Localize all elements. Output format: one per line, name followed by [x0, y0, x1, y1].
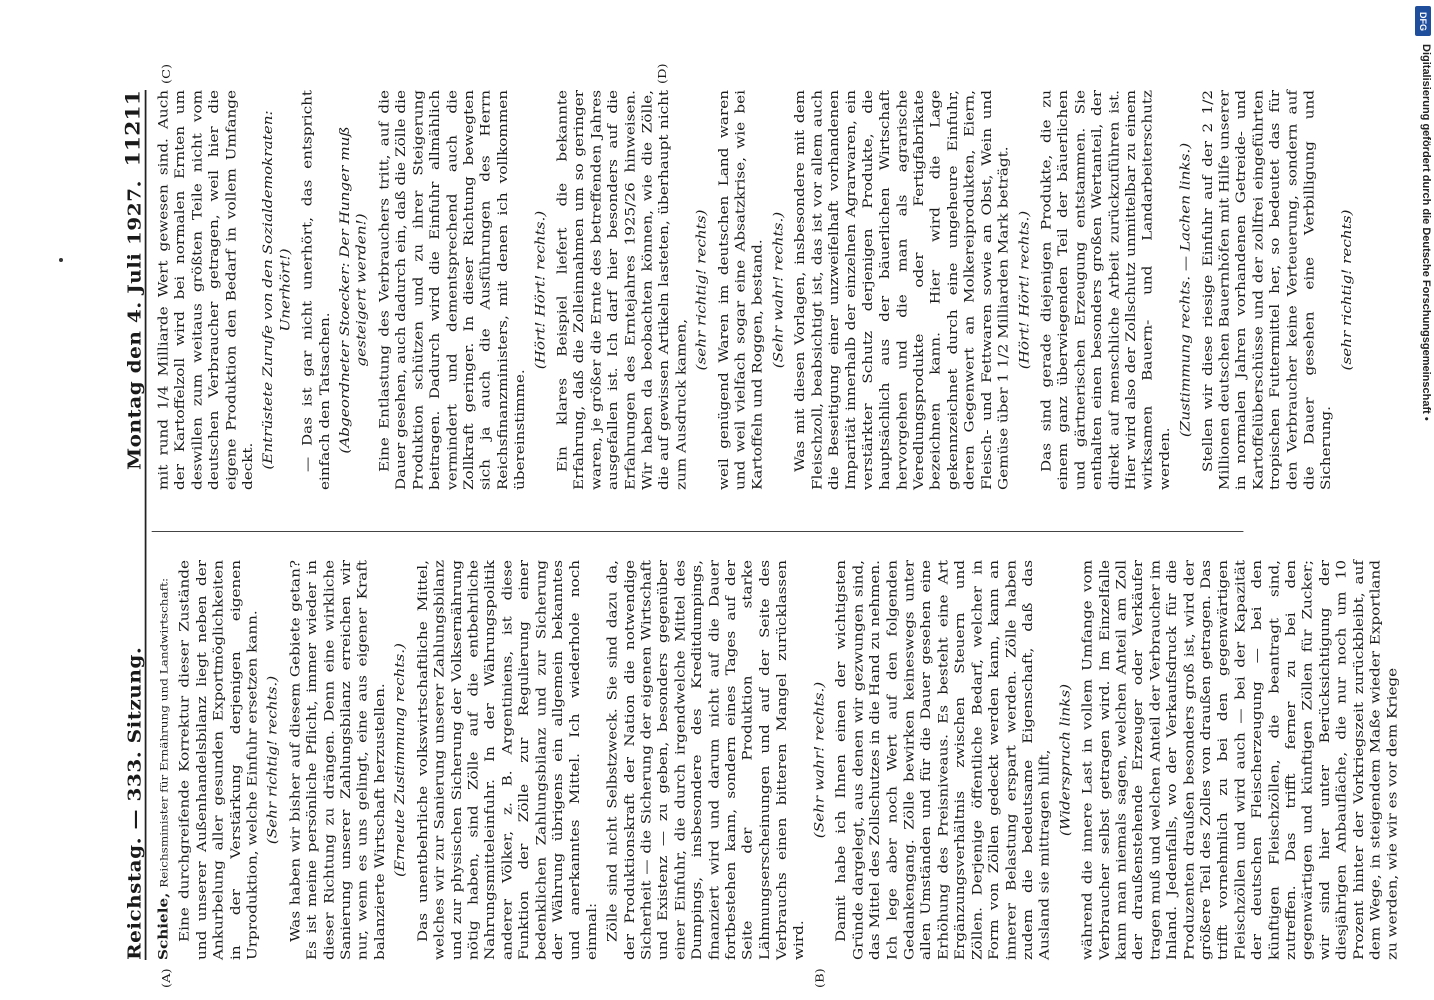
- right-column: [155, 90, 1360, 490]
- paragraph: Damit habe ich Ihnen einen der wichtigsten Gründe dargelegt, aus denen wir gezwungen sind, das Mittel des Zollschutzes in die Hand zu nehmen. Ich lege aber noch Wert auf den folgenden Gedankengang. Zölle bewirken keineswegs unter allen Umständen und für die Dauer gesehen eine Erhöhung des Preisniveaus. Es besteht eine Art Ergänzungsverhältnis zwischen Steuern und Zöllen. Derjenige öffentliche Bedarf, welcher in Form von Zöllen gedeckt werden kann, kann an innerer Belastung erspart werden. Zölle haben zudem die bedeutsame Eigenschaft, daß das Ausland sie mittragen hilft,: [833, 560, 1053, 960]
- header-date: Montag den 4. Juli 1927.: [123, 180, 145, 471]
- paragraph: Das sind gerade diejenigen Produkte, die zu einem ganz überwiegenden Teil der bäuerlichen und gärtnerischen Erzeugung entstammen. Sie enthalten einen besonders großen Wertanteil, der direkt auf menschliche Arbeit zurückzuführen ist. Hier wird also der Zollschutz unmittelbar zu einem wirksamen Bauern- und Landarbeiterschutz werden.: [1038, 90, 1173, 490]
- interjection: (Sehr richtig! rechts.): [264, 675, 281, 845]
- scan-content: [115, 63, 1401, 988]
- page-number: 11211: [121, 90, 145, 167]
- interjection: (Entrüstete Zurufe von den Sozialdemokraten: Unerhört!): [260, 110, 294, 470]
- interjection: (Abgeordneter Stoecker: Der Hunger muß gesteigert werden!): [336, 126, 370, 454]
- paragraph: Zölle sind nicht Selbstzweck. Sie sind dazu da, der Produktionskraft der Nation die notwendige Sicherheit — die Sicherung der eigenen Wirtschaft und Existenz — zu geben, besonders gegenüber einer Einfuhr, die durch irgendwelche Mittel des Dumpings, insbesondere des Kreditdumpings, finanziert wird und darum nicht auf die Dauer fortbestehen kann, sondern eines Tages auf der Seite der Produktion starke Lähmungserscheinungen und auf der Seite des Verbrauchs einen bitteren Mangel zurücklassen wird.: [604, 560, 807, 960]
- dfg-logo: DFG: [1415, 6, 1431, 36]
- scan-speck: [59, 258, 63, 262]
- header-left: Reichstag. — 333. Sitzung.: [123, 646, 145, 960]
- marker-a: (A): [160, 968, 174, 988]
- paragraph: Was haben wir bisher auf diesem Gebiete getan? Es ist meine persönliche Pflicht, immer wieder in dieser Richtung zu drängen. Denn eine wirkliche Sanierung unserer Zahlungsbilanz erreichen wir nur, wenn es uns gelingt, eine aus eigener Kraft balanzierte Wirtschaft herzustellen.: [286, 560, 388, 960]
- interjection: (Erneute Zustimmung rechts.): [392, 643, 408, 877]
- paragraph: während die innere Last in vollem Umfange vom Verbraucher selbst getragen wird. Im Einzelfalle kann man niemals sagen, welchen Anteil am Zoll der draußenstehende Erzeuger oder Verkäufer tragen muß und welchen Anteil der Verbraucher im Inland. Jedenfalls, wo der Verkaufsdruck für die Produzenten draußen besonders groß ist, wird der größere Teil des Zolles von draußen getragen. Das trifft vornehmlich zu bei den gegenwärtigen Fleischzöllen und wird auch — bei der Kapazität der deutschen Fleischerzeugung — bei den künftigen Fleischzöllen, die beantragt sind, zutreffen. Das trifft ferner zu bei den gegenwärtigen und künftigen Zöllen für Zucker; wir sind hier unter Berücksichtigung der diesjährigen Anbaufläche, die nur noch um 10 Prozent hinter der Vorkriegszeit zurückbleibt, auf dem Wege, in steigendem Maße wieder Exportland zu werden, wie wir es vor dem Kriege: [1079, 560, 1401, 960]
- paragraph: — Das ist gar nicht unerhört, das entspricht einfach den Tatsachen.: [299, 90, 333, 490]
- interjection: (Widerspruch links): [1057, 683, 1073, 837]
- page-header: [115, 90, 146, 960]
- paragraph: Was mit diesen Vorlagen, insbesondere mit dem Fleischzoll, beabsichtigt ist, das ist vor allem auch die Beseitigung einer unzweifelhaft vorhandenen Imparität innerhalb der einzelnen Agrarwaren, ein verstärkter Schutz derjenigen Produkte, die hauptsächlich aus der bäuerlichen Wirtschaft hervorgehen und die man als agrarische Veredlungsprodukte oder Fertigfabrikate bezeichnen kann. Hier wird die Lage gekennzeichnet durch eine ungeheure Einfuhr, deren Gegenwert an Molkereiprodukten, Eiern, Fleisch- und Fettwaren sowie an Obst, Wein und Gemüse über 1 1/2 Milliarden Mark beträgt.: [792, 90, 1012, 490]
- column-divider: [152, 531, 1244, 532]
- paragraph: Stellen wir diese riesige Einfuhr auf der 2 1/2 Millionen deutschen Bauernhöfen mit Hilfe unserer in normalen Jahren vorhandenen Getreide- und Kartoffelüberschüsse und der zollfrei eingeführten tropischen Futtermittel her, so bedeutet das für den Verbraucher keine Verteuerung, sondern auf die Dauer gesehen eine Verbilligung und Sicherung.: [1199, 90, 1334, 490]
- digitization-credit: [1412, 0, 1434, 1000]
- speaker-name: Schiele,: [155, 892, 171, 960]
- marker-b: (B): [813, 968, 827, 988]
- interjection: (sehr richtig! rechts): [1338, 209, 1355, 371]
- interjection: (Hört! Hört! rechts.): [1015, 210, 1032, 370]
- marker-c: (C): [160, 63, 174, 84]
- left-column: [155, 560, 1405, 960]
- paragraph: Das unentbehrliche volkswirtschaftliche Mittel, welches wir zur Sanierung unserer Zahlungsbilanz und zur physischen Sicherung der Volksernährung nötig haben, sind Zölle auf die entbehrliche Nahrungsmitteleinfuhr. In der Währungspolitik anderer Völker, z. B. Argentiniens, ist diese Funktion der Zölle zur Regulierung einer bedenklichen Zahlungsbilanz und zur Sicherung der Währung übrigens ein allgemein bekanntes und anerkanntes Mittel. Ich wiederhole noch einmal:: [414, 560, 600, 960]
- paragraph: weil genügend Waren im deutschen Land waren und weil vielfach sogar eine Absatzkrise, wie bei Kartoffeln und Roggen, bestand.: [715, 90, 766, 490]
- marker-d: (D): [656, 63, 670, 84]
- paragraph: Eine Entlastung des Verbrauchers tritt, auf die Dauer gesehen, auch dadurch ein, daß die Zölle die Produktion schützen und zu ihrer Steigerung beitragen. Dadurch wird die Einfuhr allmählich vermindert und dementsprechend auch die Zollkraft geringer. In dieser Richtung bewegten sich ja auch die Ausführungen des Herrn Reichsfinanzministers, mit denen ich vollkommen übereinstimme.: [376, 90, 528, 490]
- interjection: (Sehr wahr! rechts.): [769, 211, 786, 369]
- paragraph: Eine durchgreifende Korrektur dieser Zustände und unserer Außenhandelsbilanz liegt neben der Ankurbelung aller gesunden Exportmöglichkeiten in der Verstärkung derjenigen eigenen Urproduktion, welche Einfuhr ersetzen kann.: [176, 560, 261, 960]
- paragraph: Ein klares Beispiel liefert die bekannte Erfahrung, daß die Zolleinnahmen um so geringer waren, je größer die Ernte des betreffenden Jahres ausgefallen ist. Ich darf hier besonders auf die Erfahrungen des Erntejahres 1925/26 hinweisen. Wir haben da beobachten können, wie die Zölle, die auf gewissen Artikeln lasteten, überhaupt nicht zum Ausdruck kamen,: [554, 90, 689, 490]
- credit-text: Digitalisierung gefördert durch die Deutsche Forschungsgemeinschaft •: [1420, 44, 1432, 421]
- interjection: (Zustimmung rechts. — Lachen links.): [1177, 142, 1193, 438]
- rotated-scan: [115, 63, 1415, 988]
- interjection: (Sehr wahr! rechts.): [811, 681, 827, 839]
- speaker-line: [155, 560, 173, 960]
- paragraph: mit rund 1/4 Milliarde Wert gewesen sind. Auch der Kartoffelzoll wird bei normalen Ernten um deswillen zum weitaus größten Teile nicht vom deutschen Verbraucher getragen, weil hier die eigene Produktion den Bedarf in vollem Umfange deckt.: [155, 90, 256, 490]
- interjection: (sehr richtig! rechts): [693, 209, 710, 371]
- speaker-role: Reichsminister für Ernährung und Landwirtschaft:: [157, 578, 171, 888]
- interjection: (Hört! Hört! rechts.): [532, 210, 548, 370]
